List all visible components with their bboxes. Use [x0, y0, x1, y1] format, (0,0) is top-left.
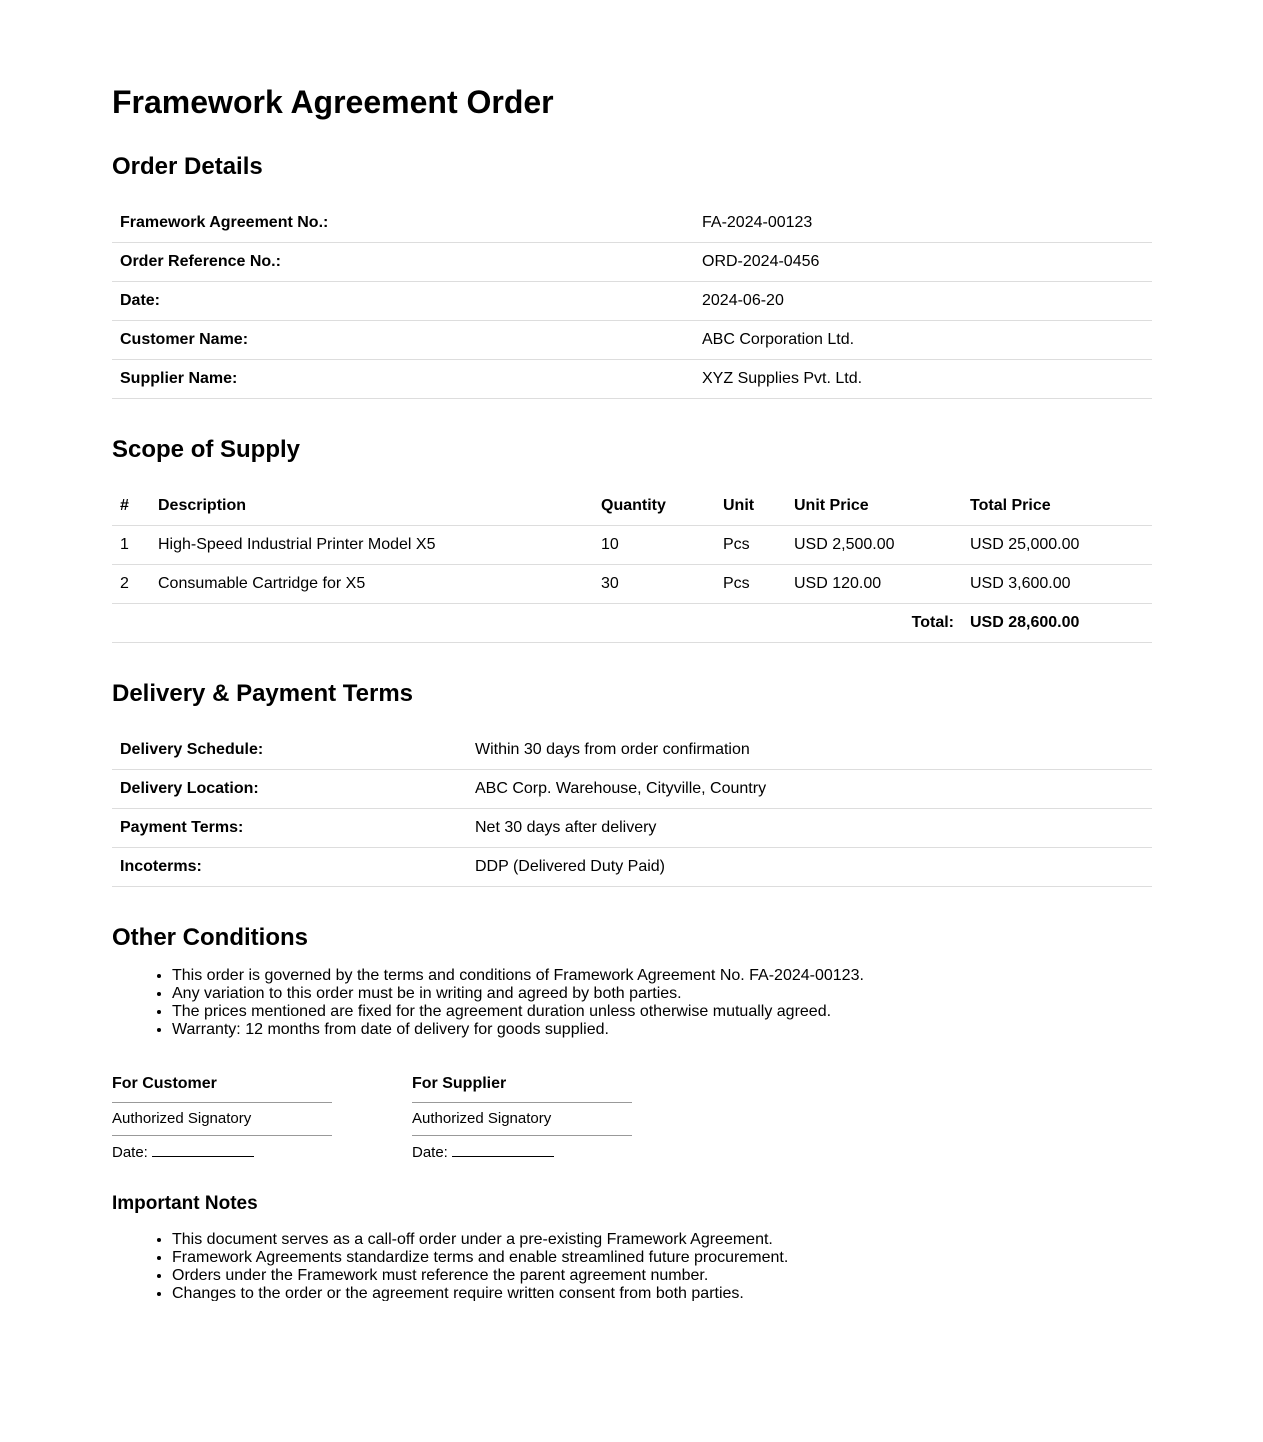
- list-item: • The prices mentioned are fixed for the agreement duration unless otherwise mutually agreed.: [172, 1003, 864, 1021]
- list-item: • This document serves as a call-off order under a pre-existing Framework Agreement.: [172, 1231, 788, 1249]
- customer-signature-title: For Customer: [112, 1072, 332, 1103]
- term-value: Within 30 days from order confirmation: [467, 731, 1152, 770]
- order-detail-label: Customer Name:: [112, 321, 694, 360]
- item-unit-price: USD 120.00: [786, 565, 962, 604]
- terms-table: [112, 731, 1152, 887]
- order-detail-label: Order Reference No.:: [112, 243, 694, 282]
- date-blank-line: [452, 1142, 554, 1157]
- column-header: Description: [150, 487, 593, 526]
- order-details-table: [112, 204, 1152, 399]
- terms-heading: Delivery & Payment Terms: [112, 680, 414, 707]
- document-title: Framework Agreement Order: [112, 84, 554, 120]
- table-row: [112, 731, 1152, 770]
- order-detail-value: FA-2024-00123: [694, 204, 1152, 243]
- order-detail-value: ORD-2024-0456: [694, 243, 1152, 282]
- order-detail-value: ABC Corporation Ltd.: [694, 321, 1152, 360]
- total-label: Total:: [112, 604, 962, 643]
- item-description: High-Speed Industrial Printer Model X5: [150, 526, 593, 565]
- column-header: Unit Price: [786, 487, 962, 526]
- date-label: Date:: [412, 1144, 448, 1161]
- term-label: Incoterms:: [112, 848, 467, 887]
- item-total-price: USD 25,000.00: [962, 526, 1152, 565]
- table-row: [112, 321, 1152, 360]
- column-header: Total Price: [962, 487, 1152, 526]
- table-row: [112, 360, 1152, 399]
- customer-date-line: [112, 1136, 332, 1168]
- order-details-heading: Order Details: [112, 153, 263, 180]
- list-item: • Any variation to this order must be in writing and agreed by both parties.: [172, 985, 864, 1003]
- list-item: • Framework Agreements standardize terms and enable streamlined future procurement.: [172, 1249, 788, 1267]
- term-value: DDP (Delivered Duty Paid): [467, 848, 1152, 887]
- order-detail-value: 2024-06-20: [694, 282, 1152, 321]
- item-quantity: 10: [593, 526, 715, 565]
- column-header: Unit: [715, 487, 786, 526]
- table-row: [112, 565, 1152, 604]
- term-label: Delivery Location:: [112, 770, 467, 809]
- notes-list: [112, 1231, 788, 1301]
- order-detail-label: Supplier Name:: [112, 360, 694, 399]
- supplier-signatory-role: Authorized Signatory: [412, 1103, 632, 1136]
- supplier-signature-block: [412, 1072, 632, 1168]
- column-header: #: [112, 487, 150, 526]
- table-row: [112, 809, 1152, 848]
- total-value: USD 28,600.00: [962, 604, 1152, 643]
- list-item: • Orders under the Framework must reference the parent agreement number.: [172, 1267, 788, 1285]
- table-row: [112, 848, 1152, 887]
- date-label: Date:: [112, 1144, 148, 1161]
- table-row: [112, 526, 1152, 565]
- conditions-list: [112, 967, 864, 1039]
- list-item: • Warranty: 12 months from date of delivery for goods supplied.: [172, 1021, 864, 1039]
- supplier-date-line: [412, 1136, 632, 1168]
- list-item: • This order is governed by the terms and conditions of Framework Agreement No. FA-2024-00123.: [172, 967, 864, 985]
- total-row: [112, 604, 1152, 643]
- term-label: Delivery Schedule:: [112, 731, 467, 770]
- item-unit: Pcs: [715, 526, 786, 565]
- item-number: 1: [112, 526, 150, 565]
- term-value: Net 30 days after delivery: [467, 809, 1152, 848]
- item-description: Consumable Cartridge for X5: [150, 565, 593, 604]
- table-header-row: [112, 487, 1152, 526]
- item-total-price: USD 3,600.00: [962, 565, 1152, 604]
- item-quantity: 30: [593, 565, 715, 604]
- term-label: Payment Terms:: [112, 809, 467, 848]
- supplier-signature-title: For Supplier: [412, 1072, 632, 1103]
- date-blank-line: [152, 1142, 254, 1157]
- table-row: [112, 282, 1152, 321]
- order-detail-label: Framework Agreement No.:: [112, 204, 694, 243]
- scope-table: [112, 487, 1152, 643]
- scope-heading: Scope of Supply: [112, 436, 301, 463]
- column-header: Quantity: [593, 487, 715, 526]
- list-item: • Changes to the order or the agreement require written consent from both parties.: [172, 1285, 788, 1301]
- table-row: [112, 204, 1152, 243]
- notes-heading: Important Notes: [112, 1193, 258, 1214]
- item-number: 2: [112, 565, 150, 604]
- conditions-heading: Other Conditions: [112, 924, 308, 951]
- order-detail-label: Date:: [112, 282, 694, 321]
- item-unit: Pcs: [715, 565, 786, 604]
- order-detail-value: XYZ Supplies Pvt. Ltd.: [694, 360, 1152, 399]
- customer-signatory-role: Authorized Signatory: [112, 1103, 332, 1136]
- item-unit-price: USD 2,500.00: [786, 526, 962, 565]
- table-row: [112, 243, 1152, 282]
- table-row: [112, 770, 1152, 809]
- customer-signature-block: [112, 1072, 332, 1168]
- term-value: ABC Corp. Warehouse, Cityville, Country: [467, 770, 1152, 809]
